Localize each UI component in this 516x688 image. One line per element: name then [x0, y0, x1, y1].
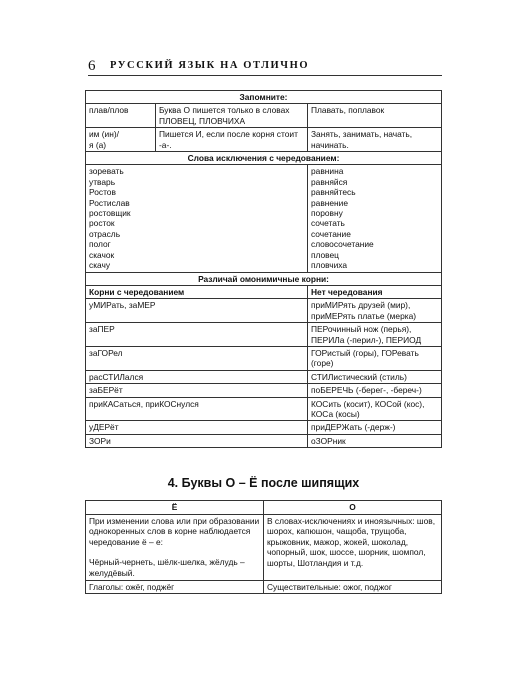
section-title: 4. Буквы О – Ё после шипящих	[167, 476, 360, 490]
table-cell: ПЕРочинный нож (перья), ПЕРИЛа (-перил-), ПЕРИОД	[308, 323, 442, 347]
table-row	[86, 580, 442, 594]
table-cell: поБЕРЕЧЬ (-берег-, -береч-)	[308, 384, 442, 397]
table-row	[86, 397, 442, 421]
column-header: О	[264, 501, 442, 515]
table-cell	[86, 514, 264, 580]
exceptions-heading: Слова исключения с чередованием:	[86, 152, 442, 165]
table-cell: заПЕР	[86, 323, 308, 347]
column-header: Ё	[86, 501, 264, 515]
exceptions-left-list: зоревать утварь Ростов Ростислав ростовщик росток отрасль полог скачок скачу	[86, 165, 308, 272]
table-row	[86, 370, 442, 383]
exceptions-right-list: равнина равняйся равняйтесь равнение поровну сочетать сочетание словосочетание пловец пловчиха	[308, 165, 442, 272]
table-row	[86, 152, 442, 165]
table-cell: приМИРять друзей (мир), приМЕРять платье (мерка)	[308, 299, 442, 323]
table-cell: СТИЛистический (стиль)	[308, 370, 442, 383]
table-cell: Буква О пишется только в словах ПЛОВЕЦ, ПЛОВЧИХА	[156, 104, 308, 128]
table-row	[86, 514, 442, 580]
rules-table	[85, 90, 442, 448]
table-row	[86, 165, 442, 272]
table-cell: приДЕРЖать (-держ-)	[308, 421, 442, 434]
table-cell: плав/плов	[86, 104, 156, 128]
table-cell: приКАСаться, приКОСнулся	[86, 397, 308, 421]
table-cell: Глаголы: ожёг, поджёг	[86, 580, 264, 594]
column-header: Корни с чередованием	[86, 285, 308, 298]
rule-text: При изменении слова или при образовании однокоренных слов в корне наблюдается чередование ё – е:	[89, 515, 260, 547]
remember-heading: Запомните:	[86, 91, 442, 104]
table-row	[86, 128, 442, 152]
table-cell: В словах-исключениях и иноязычных: шов, шорох, капюшон, чащоба, трущоба, крыжовник, мажор, жокей, шоколад, чопорный, шок, шоссе, шорник, шомпол, шорты, Шотландия и т.д.	[264, 514, 442, 580]
header-rule	[88, 75, 442, 76]
table-cell: Занять, занимать, начать, начинать.	[308, 128, 442, 152]
homonyms-heading: Различай омонимичные корни:	[86, 272, 442, 285]
table-cell: Плавать, поплавок	[308, 104, 442, 128]
table-cell: уМИРать, заМЕР	[86, 299, 308, 323]
table-cell: КОСить (косит), КОСой (кос), КОСа (косы)	[308, 397, 442, 421]
table-cell: ЗОРи	[86, 434, 308, 447]
page-number: 6	[88, 58, 96, 74]
table-cell: Существительные: ожог, поджог	[264, 580, 442, 594]
table-cell: заГОРел	[86, 346, 308, 370]
table-row	[86, 285, 442, 298]
table-cell: им (ин)/ я (а)	[86, 128, 156, 152]
examples-text: Чёрный-чернеть, шёлк-шелка, жёлудь – желудёвый.	[89, 557, 245, 578]
table-cell: заБЕРёт	[86, 384, 308, 397]
table-row	[86, 323, 442, 347]
table-cell: уДЕРёт	[86, 421, 308, 434]
table-cell: ГОРистый (горы), ГОРевать (горе)	[308, 346, 442, 370]
table-row	[86, 104, 442, 128]
table-row	[86, 299, 442, 323]
table-row	[86, 346, 442, 370]
running-title: РУССКИЙ ЯЗЫК НА ОТЛИЧНО	[110, 60, 310, 71]
column-header: Нет чередования	[308, 285, 442, 298]
table-row	[86, 384, 442, 397]
table-cell: Пишется И, если после корня стоит -а-.	[156, 128, 308, 152]
table-row	[86, 501, 442, 515]
yo-o-table	[85, 500, 442, 594]
table-row	[86, 91, 442, 104]
table-row	[86, 421, 442, 434]
table-row	[86, 272, 442, 285]
table-cell: оЗОРник	[308, 434, 442, 447]
table-row	[86, 434, 442, 447]
table-cell: расСТИЛался	[86, 370, 308, 383]
